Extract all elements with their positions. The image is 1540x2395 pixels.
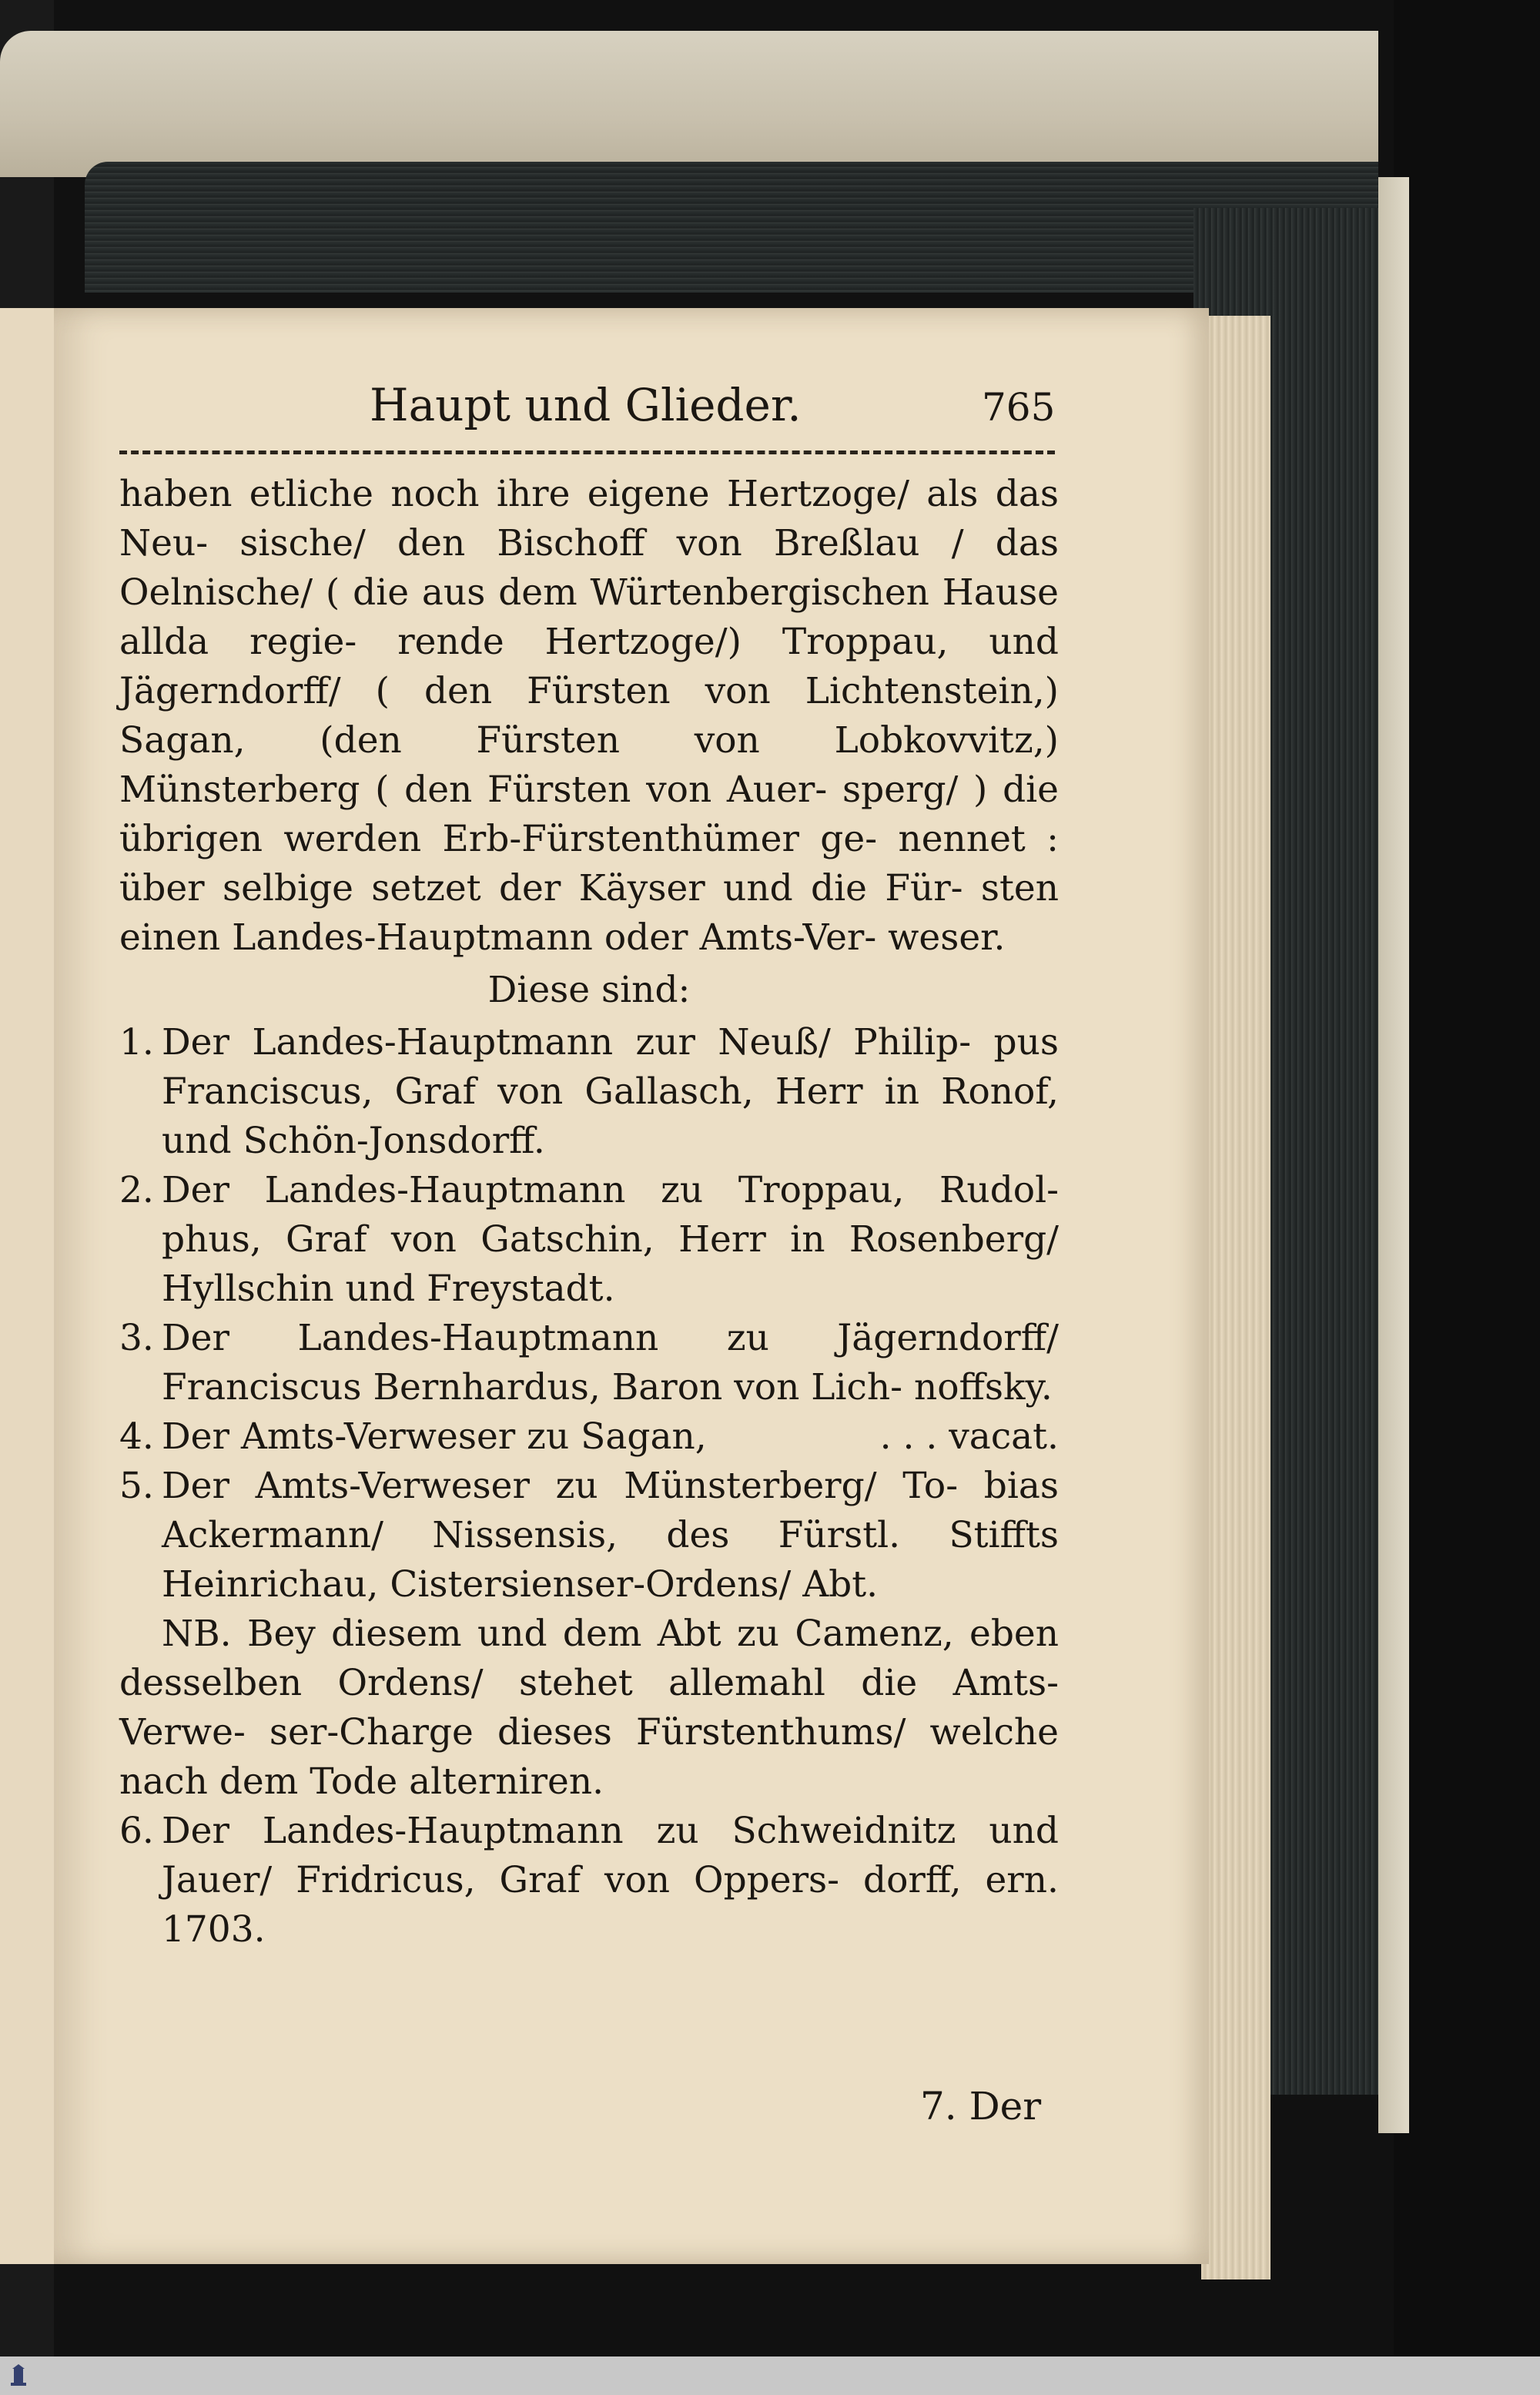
- item-number: 1.: [119, 1021, 154, 1064]
- page-body: [119, 470, 1059, 1955]
- list-item: [119, 1412, 1059, 1462]
- library-logo-icon: [5, 2364, 32, 2390]
- nota-bene-paragraph: NB. Bey diesem und dem Abt zu Camenz, eben desselben Ordens/ stehet allemahl die Amts-Verwe- ser-Charge dieses Fürstenthums/ welche nach dem Tode alterniren.: [119, 1613, 1059, 1803]
- page-number: 765: [982, 385, 1056, 430]
- item-text: Der Amts-Verweser zu Sagan,: [162, 1415, 707, 1458]
- item-text-row: [162, 1412, 1059, 1462]
- list-item: [119, 1166, 1059, 1314]
- list-item: [119, 1462, 1059, 1610]
- running-head: Haupt und Glieder.: [370, 379, 802, 431]
- viewer-footer-bar: [0, 2356, 1540, 2395]
- item-text: Der Landes-Hauptmann zu Jägerndorff/ Franciscus Bernhardus, Baron von Lich- noffsky.: [162, 1317, 1059, 1409]
- vacat-label: . . . vacat.: [879, 1415, 1059, 1458]
- item-text: Der Landes-Hauptmann zu Schweidnitz und Jauer/ Fridricus, Graf von Oppers- dorff, ern. 1703.: [162, 1810, 1059, 1951]
- list-item: [119, 1807, 1059, 1955]
- page-edges-top: [85, 162, 1378, 293]
- section-heading: Diese sind:: [487, 969, 691, 1011]
- list-item: [119, 1018, 1059, 1166]
- book-cover-top: [0, 31, 1378, 177]
- header-rule: [119, 451, 1055, 454]
- item-text: Der Landes-Hauptmann zur Neuß/ Philip- pus Franciscus, Graf von Gallasch, Herr in Ronof, und Schön-Jonsdorff.: [162, 1021, 1059, 1162]
- left-page-sliver: [0, 308, 58, 2264]
- intro-paragraph: haben etliche noch ihre eigene Hertzoge/ als das Neu- sische/ den Bischoff von Breßlau / das Oelnische/ ( die aus dem Würtenbergischen Hause allda regie- rende Hertzoge/) Troppau, und Jägerndorff/ ( den Fürsten von Lichtenstein,) Sagan, (den Fürsten von Lobkovvitz,) Münsterberg ( den Fürsten von Auer- sperg/ ) die übrigen werden Erb-Fürstenthümer ge- nennet : über selbige setzet der Käyser und die Für- sten einen Landes-Hauptmann oder Amts-Ver- weser.: [119, 473, 1059, 959]
- item-number: 3.: [119, 1317, 154, 1359]
- catchword: 7. Der: [920, 2084, 1042, 2129]
- item-text: Der Amts-Verweser zu Münsterberg/ To- bias Ackermann/ Nissensis, des Fürstl. Stiffts Heinrichau, Cistersienser-Ordens/ Abt.: [162, 1465, 1059, 1606]
- item-number: 2.: [119, 1169, 154, 1211]
- item-number: 6.: [119, 1810, 154, 1852]
- list-item: [119, 1314, 1059, 1412]
- item-number: 4.: [119, 1415, 154, 1458]
- item-number: 5.: [119, 1465, 154, 1507]
- background-right: [1394, 0, 1540, 2356]
- item-text: Der Landes-Hauptmann zu Troppau, Rudol- phus, Graf von Gatschin, Herr in Rosenberg/ Hyllschin und Freystadt.: [162, 1169, 1059, 1310]
- book-cover-right: [1378, 177, 1409, 2133]
- page-stack-edge: [1201, 316, 1270, 2279]
